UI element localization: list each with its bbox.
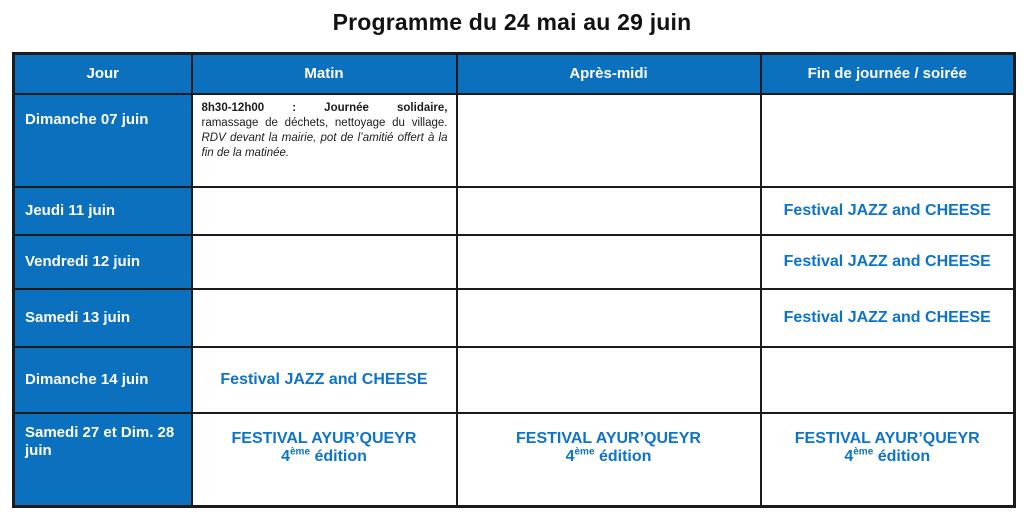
column-header-soiree: Fin de journée / soirée <box>761 54 1015 94</box>
event-ayur-edition <box>766 448 1010 466</box>
day-cell: Samedi 27 et Dim. 28 juin <box>14 413 192 507</box>
event-time-heading: 8h30-12h00 : Journée solidaire, <box>201 101 448 114</box>
table-row-dimanche-07 <box>14 94 1015 187</box>
event-ayur-edition <box>197 448 452 466</box>
event-cell-ayur <box>761 413 1015 507</box>
event-cell-ayur <box>192 413 457 507</box>
empty-cell <box>457 347 761 413</box>
programme-table <box>12 52 1016 508</box>
event-cell-journee-solidaire <box>192 94 457 187</box>
header-row <box>14 54 1015 94</box>
event-ayur-title: FESTIVAL AYUR’QUEYR <box>516 429 701 447</box>
edition-number: 4 <box>844 447 854 465</box>
day-cell: Dimanche 14 juin <box>14 347 192 413</box>
edition-word: édition <box>598 447 652 465</box>
event-cell-ayur <box>457 413 761 507</box>
event-ayur-title: FESTIVAL AYUR’QUEYR <box>231 429 417 447</box>
event-note-italic: RDV devant la mairie, pot de l’amitié offert à la fin de la matinée. <box>201 131 448 159</box>
empty-cell <box>761 347 1015 413</box>
day-cell: Samedi 13 juin <box>14 289 192 347</box>
empty-cell <box>457 289 761 347</box>
empty-cell <box>192 289 457 347</box>
event-ayur-edition <box>462 448 756 466</box>
table-row-jeudi-11 <box>14 187 1015 235</box>
column-header-apres-midi: Après-midi <box>457 54 761 94</box>
edition-number: 4 <box>281 447 290 465</box>
empty-cell <box>192 187 457 235</box>
event-cell-jazz: Festival JAZZ and CHEESE <box>192 347 457 413</box>
edition-word: édition <box>877 447 931 465</box>
table-row-dimanche-14 <box>14 347 1015 413</box>
page-title: Programme du 24 mai au 29 juin <box>332 9 692 35</box>
day-cell: Jeudi 11 juin <box>14 187 192 235</box>
edition-number: 4 <box>565 447 575 465</box>
empty-cell <box>457 187 761 235</box>
day-cell: Dimanche 07 juin <box>14 94 192 187</box>
column-header-matin: Matin <box>192 54 457 94</box>
empty-cell <box>457 235 761 289</box>
empty-cell <box>192 235 457 289</box>
event-cell-jazz: Festival JAZZ and CHEESE <box>761 187 1015 235</box>
edition-ordinal-sup: ème <box>574 446 595 458</box>
empty-cell <box>761 94 1015 187</box>
edition-word: édition <box>314 447 367 465</box>
empty-cell <box>457 94 761 187</box>
edition-ordinal-sup: ème <box>290 446 311 458</box>
event-ayur-title: FESTIVAL AYUR’QUEYR <box>794 429 980 447</box>
table-row-samedi-27-dim-28 <box>14 413 1015 507</box>
event-cell-jazz: Festival JAZZ and CHEESE <box>761 235 1015 289</box>
column-header-jour: Jour <box>14 54 192 94</box>
table-row-samedi-13 <box>14 289 1015 347</box>
table-row-vendredi-12 <box>14 235 1015 289</box>
event-description <box>202 116 448 161</box>
day-cell: Vendredi 12 juin <box>14 235 192 289</box>
edition-ordinal-sup: ème <box>853 446 874 458</box>
event-description-text: ramassage de déchets, nettoyage du village. <box>201 116 448 129</box>
event-cell-jazz: Festival JAZZ and CHEESE <box>761 289 1015 347</box>
